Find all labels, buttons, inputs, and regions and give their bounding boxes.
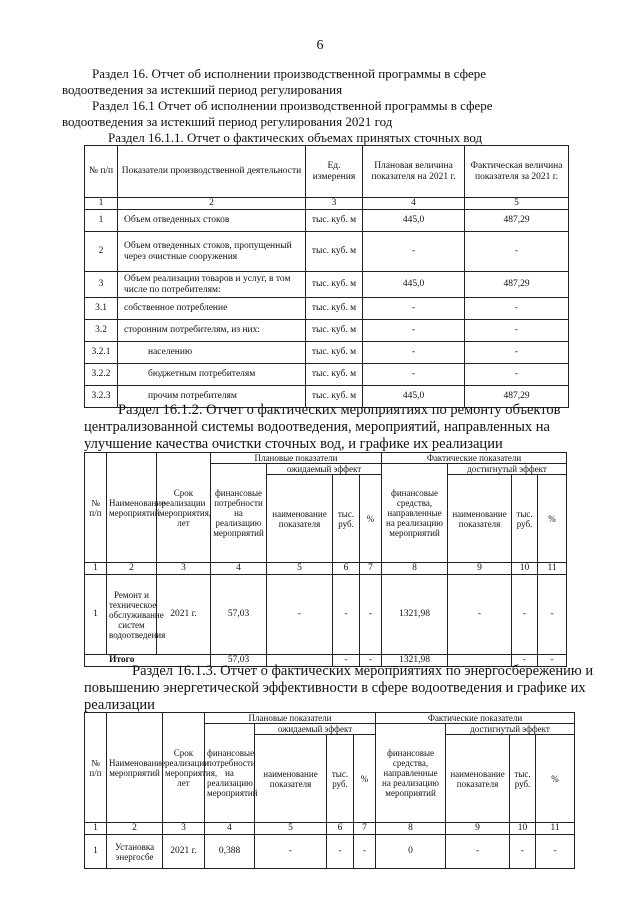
row-fact: - [465, 364, 569, 386]
colnum: 4 [363, 198, 465, 210]
total-thousand-rub-fact: - [512, 655, 538, 667]
row-indicator-fact: - [448, 575, 512, 655]
colnum: 1 [85, 563, 107, 575]
header-financial-needs: финансовые потребности на реализацию мероприятий [211, 464, 267, 563]
row-percent-fact: - [538, 575, 567, 655]
header-term: Срок реализации мероприятия, лет [163, 713, 205, 823]
colnum: 4 [211, 563, 267, 575]
row-num: 3.2.2 [85, 364, 118, 386]
total-financial-needs: 57,03 [211, 655, 267, 667]
row-thousand-rub-fact: - [510, 835, 536, 869]
header-fact-indicators: Фактические показатели [376, 713, 575, 724]
row-unit: тыс. куб. м [306, 364, 363, 386]
header-expected-effect: ожидаемый эффект [267, 464, 382, 475]
header-thousand-rub: тыс. руб. [327, 735, 354, 823]
row-name: сторонним потребителям, из них: [118, 320, 306, 342]
row-name: прочим потребителям [118, 386, 306, 408]
colnum: 10 [512, 563, 538, 575]
table-row [85, 210, 569, 232]
row-unit: тыс. куб. м [306, 342, 363, 364]
colnum: 2 [107, 563, 157, 575]
table-row [85, 342, 569, 364]
row-fact: 487,29 [465, 210, 569, 232]
row-num: 3.2 [85, 320, 118, 342]
section-16-1-1-title: Раздел 16.1.1. Отчет о фактических объемах принятых сточных вод [108, 130, 483, 145]
row-name: населению [118, 342, 306, 364]
row-name: собственное потребление [118, 298, 306, 320]
header-achieved-effect: достигнутый эффект [448, 464, 567, 475]
section-16-1-3-line2: повышению энергетической эффективности в сфере водоотведения и графике их [84, 680, 586, 696]
header-indicator-name: наименование показателя [448, 475, 512, 563]
row-percent: - [354, 835, 376, 869]
header-indicator-name: наименование показателя [267, 475, 333, 563]
row-fact: - [465, 320, 569, 342]
row-financial-needs: 57,03 [211, 575, 267, 655]
header-plan-indicators: Плановые показатели [211, 453, 382, 464]
row-financial-spent: 1321,98 [382, 575, 448, 655]
section-16-1-line1: Раздел 16.1 Отчет об исполнении производственной программы в сфере [92, 98, 493, 113]
header-unit: Ед. измерения [306, 146, 363, 198]
row-thousand-rub-fact: - [512, 575, 538, 655]
header-percent: % [354, 735, 376, 823]
row-name: Объем отведенных стоков, пропущенный через очистные сооружения [118, 232, 306, 272]
column-number-row [85, 198, 569, 210]
total-label: Итого [85, 655, 211, 667]
colnum: 5 [465, 198, 569, 210]
row-num: 3.1 [85, 298, 118, 320]
row-num: 1 [85, 575, 107, 655]
header-thousand-rub: тыс. руб. [512, 475, 538, 563]
colnum: 5 [267, 563, 333, 575]
header-financial-spent: финансовые средства, направленные на реализацию мероприятий [376, 724, 446, 823]
row-num: 3.2.3 [85, 386, 118, 408]
table-row [85, 298, 569, 320]
section-16-line2: водоотведения за истекший период регулирования [62, 82, 343, 97]
colnum: 11 [538, 563, 567, 575]
colnum: 1 [85, 823, 107, 835]
header-fact-indicators: Фактические показатели [382, 453, 567, 464]
row-term: 2021 г. [163, 835, 205, 869]
table-row [85, 575, 567, 655]
header-financial-needs: финансовые потребности на реализацию мероприятий [205, 724, 255, 823]
row-unit: тыс. куб. м [306, 210, 363, 232]
row-num: 1 [85, 210, 118, 232]
row-plan: - [363, 342, 465, 364]
colnum: 10 [510, 823, 536, 835]
header-thousand-rub: тыс. руб. [510, 735, 536, 823]
colnum: 7 [354, 823, 376, 835]
section-16-1-3-line3: реализации [84, 697, 155, 713]
row-unit: тыс. куб. м [306, 320, 363, 342]
repair-measures-table [84, 452, 567, 667]
header-measure-name: Наименование мероприятий [107, 453, 157, 563]
row-fact: 487,29 [465, 272, 569, 298]
row-plan: 445,0 [363, 386, 465, 408]
row-name: бюджетным потребителям [118, 364, 306, 386]
row-plan: - [363, 364, 465, 386]
table-row [85, 320, 569, 342]
colnum: 11 [536, 823, 575, 835]
colnum: 8 [376, 823, 446, 835]
row-name: Объем реализации товаров и услуг, в том числе по потребителям: [118, 272, 306, 298]
section-16-1-2-line3: улучшение качества очистки сточных вод, и графике их реализации [84, 436, 503, 452]
row-name: Объем отведенных стоков [118, 210, 306, 232]
colnum: 3 [163, 823, 205, 835]
header-plan: Плановая величина показателя на 2021 г. [363, 146, 465, 198]
header-indicator-name: наименование показателя [446, 735, 510, 823]
row-unit: тыс. куб. м [306, 232, 363, 272]
column-number-row [85, 563, 567, 575]
header-financial-spent: финансовые средства, направленные на реализацию мероприятий [382, 464, 448, 563]
colnum: 2 [107, 823, 163, 835]
row-measure-name: Ремонт и техническое обслуживание систем водоотведения [107, 575, 157, 655]
total-thousand-rub: - [333, 655, 360, 667]
row-num: 3 [85, 272, 118, 298]
page-number: 6 [316, 38, 324, 53]
section-16-line1: Раздел 16. Отчет об исполнении производственной программы в сфере [92, 66, 487, 81]
row-num: 1 [85, 835, 107, 869]
wastewater-volume-table [84, 145, 569, 408]
column-number-row [85, 823, 575, 835]
header-num: № п/п [85, 146, 118, 198]
row-fact: 487,29 [465, 386, 569, 408]
colnum: 4 [205, 823, 255, 835]
row-thousand-rub: - [327, 835, 354, 869]
row-term: 2021 г. [157, 575, 211, 655]
section-16-1-2-line2: централизованной системы водоотведения, мероприятий, направленных на [84, 419, 550, 435]
colnum: 9 [446, 823, 510, 835]
total-percent-fact: - [538, 655, 567, 667]
header-measure-name: Наименование мероприятий [107, 713, 163, 823]
header-expected-effect: ожидаемый эффект [255, 724, 376, 735]
colnum: 8 [382, 563, 448, 575]
row-indicator: - [267, 575, 333, 655]
table-header-row [85, 146, 569, 198]
row-unit: тыс. куб. м [306, 272, 363, 298]
row-plan: - [363, 320, 465, 342]
colnum: 3 [157, 563, 211, 575]
row-financial-needs: 0,388 [205, 835, 255, 869]
colnum: 7 [360, 563, 382, 575]
header-percent: % [536, 735, 575, 823]
section-16-1-2-line1: Раздел 16.1.2. Отчет о фактических мероприятиях по ремонту объектов [118, 402, 561, 418]
row-plan: - [363, 298, 465, 320]
row-indicator: - [255, 835, 327, 869]
header-plan-indicators: Плановые показатели [205, 713, 376, 724]
row-percent-fact: - [536, 835, 575, 869]
table-row [85, 364, 569, 386]
section-16-1-3-line1: Раздел 16.1.3. Отчет о фактических мероприятиях по энергосбережению и [132, 663, 594, 679]
row-unit: тыс. куб. м [306, 298, 363, 320]
row-fact: - [465, 298, 569, 320]
colnum: 1 [85, 198, 118, 210]
row-plan: 445,0 [363, 210, 465, 232]
header-achieved-effect: достигнутый эффект [446, 724, 575, 735]
header-percent: % [538, 475, 567, 563]
header-thousand-rub: тыс. руб. [333, 475, 360, 563]
row-plan: - [363, 232, 465, 272]
row-num: 2 [85, 232, 118, 272]
table-row [85, 272, 569, 298]
row-financial-spent: 0 [376, 835, 446, 869]
header-indicator: Показатели производственной деятельности [118, 146, 306, 198]
colnum: 3 [306, 198, 363, 210]
total-financial-spent: 1321,98 [382, 655, 448, 667]
colnum: 6 [327, 823, 354, 835]
row-indicator-fact: - [446, 835, 510, 869]
row-num: 3.2.1 [85, 342, 118, 364]
row-fact: - [465, 342, 569, 364]
header-num: № п/п [85, 453, 107, 563]
colnum: 2 [118, 198, 306, 210]
header-percent: % [360, 475, 382, 563]
energy-saving-table [84, 712, 575, 869]
section-16-1-line2: водоотведения за истекший период регулирования 2021 год [62, 114, 393, 129]
total-percent: - [360, 655, 382, 667]
header-indicator-name: наименование показателя [255, 735, 327, 823]
header-row-1 [85, 453, 567, 464]
row-plan: 445,0 [363, 272, 465, 298]
row-thousand-rub: - [333, 575, 360, 655]
header-fact: Фактическая величина показателя за 2021 г. [465, 146, 569, 198]
header-term: Срок реализации мероприятия, лет [157, 453, 211, 563]
row-percent: - [360, 575, 382, 655]
colnum: 9 [448, 563, 512, 575]
row-measure-name: Установка энергосбе [107, 835, 163, 869]
header-row-1 [85, 713, 575, 724]
row-unit: тыс. куб. м [306, 386, 363, 408]
header-num: № п/п [85, 713, 107, 823]
table-row [85, 232, 569, 272]
row-fact: - [465, 232, 569, 272]
colnum: 6 [333, 563, 360, 575]
table-row [85, 835, 575, 869]
colnum: 5 [255, 823, 327, 835]
